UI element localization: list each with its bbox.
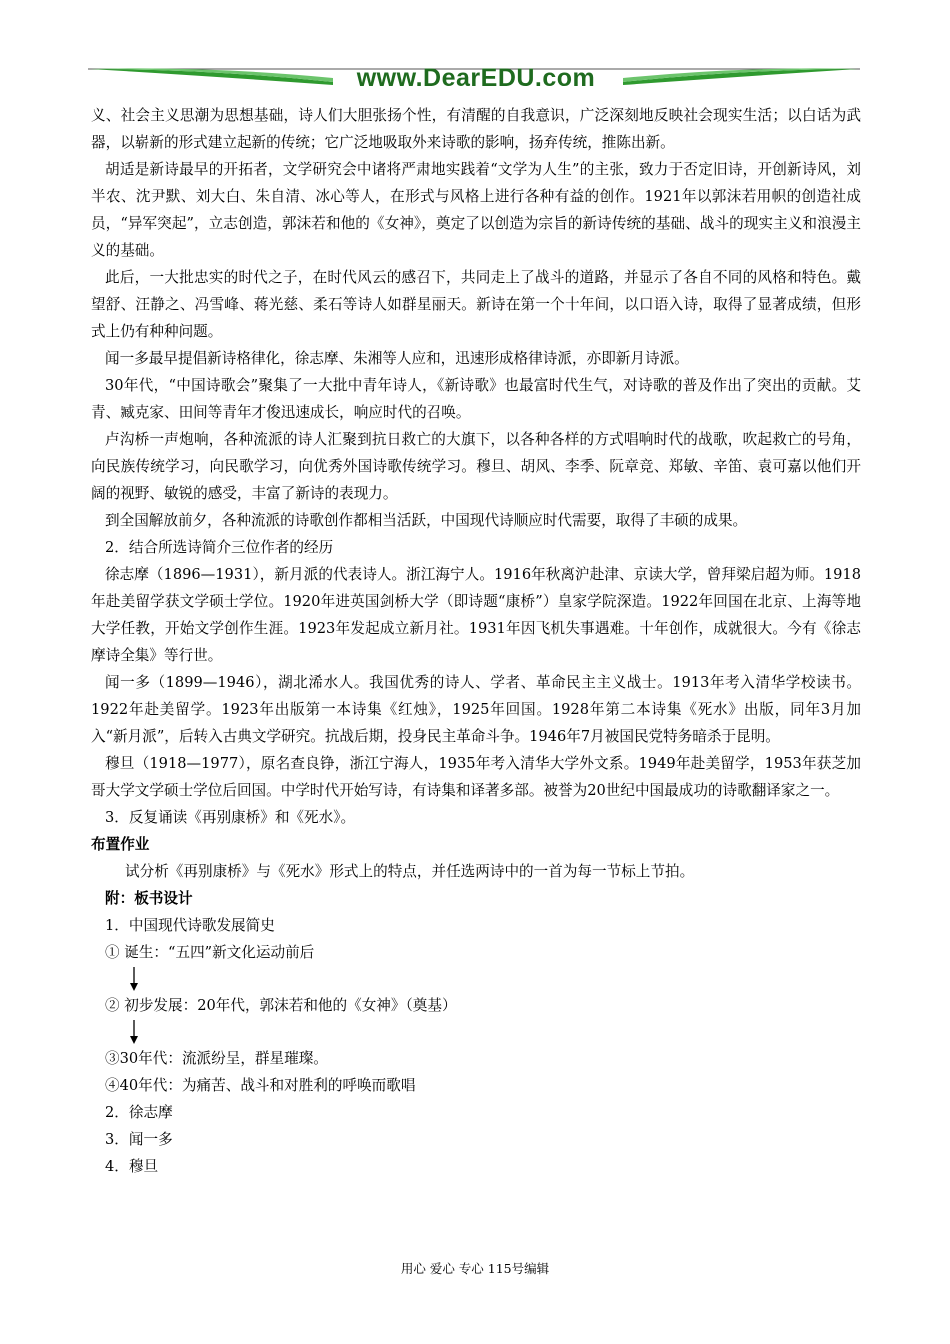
homework-text: 试分析《再别康桥》与《死水》形式上的特点，并任选两诗中的一首为每一节标上节拍。 [125,863,695,880]
document-body [91,102,861,1180]
homework-heading: 布置作业 [91,836,150,853]
page-footer: 用心 爱心 专心 115号编辑 [400,1261,550,1276]
down-arrow-icon [91,966,861,992]
section-title: 2．结合所选诗简介三位作者的经历 [105,539,334,556]
board-item: 3．闻一多 [105,1131,173,1148]
board-item: 4．穆旦 [105,1158,159,1175]
board-step: ① 诞生：“五四”新文化运动前后 [105,944,315,961]
paragraph: 徐志摩（1896—1931），新月派的代表诗人。浙江海宁人。1916年秋离沪赴津、京读大学，曾拜梁启超为师。1918年赴美留学获文学硕士学位。1920年进英国剑桥大学（即诗题“康桥”）皇家学院深造。1922年回国在北京、上海等地大学任教，开始文学创作生涯。1923年发起成立新月社。1931年因飞机失事遇难。十年创作，成就很大。今有《徐志摩诗全集》等行世。 [91,566,861,664]
paragraph: 30年代，“中国诗歌会”聚集了一大批中青年诗人，《新诗歌》也最富时代生气，对诗歌的普及作出了突出的贡献。艾青、臧克家、田间等青年才俊迅速成长，响应时代的召唤。 [91,377,861,421]
board-step: ② 初步发展：20年代，郭沫若和他的《女神》（奠基） [105,997,457,1014]
paragraph: 此后，一大批忠实的时代之子，在时代风云的感召下，共同走上了战斗的道路，并显示了各自不同的风格和特色。戴望舒、汪静之、冯雪峰、蒋光慈、柔石等诗人如群星丽天。新诗在第一个十年间，以口语入诗，取得了显著成绩，但形式上仍有种种问题。 [91,269,861,340]
board-step: ③30年代：流派纷呈，群星璀璨。 [105,1050,328,1067]
paragraph: 胡适是新诗最早的开拓者，文学研究会中诸将严肃地实践着“文学为人生”的主张，致力于否定旧诗，开创新诗风，刘半农、沈尹默、刘大白、朱自清、冰心等人，在形式与风格上进行各种有益的创作。1921年以郭沫若用帜的创造社成员，“异军突起”，立志创造，郭沫若和他的《女神》，奠定了以创造为宗旨的新诗传统的基础、战斗的现实主义和浪漫主义的基础。 [91,161,861,259]
paragraph: 义、社会主义思潮为思想基础，诗人们大胆张扬个性，有清醒的自我意识，广泛深刻地反映社会现实生活；以白话为武器，以崭新的形式建立起新的传统；它广泛地吸取外来诗歌的影响，扬弃传统，推陈出新。 [91,107,861,151]
board-design-heading: 附：板书设计 [105,890,193,907]
paragraph: 闻一多最早提倡新诗格律化，徐志摩、朱湘等人应和，迅速形成格律诗派，亦即新月诗派。 [105,350,689,367]
paragraph: 到全国解放前夕，各种流派的诗歌创作都相当活跃，中国现代诗顺应时代需要，取得了丰硕的成果。 [105,512,748,529]
board-step: ④40年代：为痛苦、战斗和对胜利的呼唤而歌唱 [105,1077,416,1094]
board-item: 2．徐志摩 [105,1104,173,1121]
down-arrow-icon [91,1019,861,1045]
paragraph: 闻一多（1899—1946），湖北浠水人。我国优秀的诗人、学者、革命民主主义战士。1913年考入清华学校读书。1922年赴美留学。1923年出版第一本诗集《红烛》，1925年回国。1928年第二本诗集《死水》出版，同年3月加入“新月派”，后转入古典文学研究。抗战后期，投身民主革命斗争。1946年7月被国民党特务暗杀于昆明。 [91,674,861,745]
site-logo: www.DearEDU.com [356,64,596,92]
section-title: 3．反复诵读《再别康桥》和《死水》。 [105,809,356,826]
board-item: 1．中国现代诗歌发展简史 [105,917,275,934]
paragraph: 卢沟桥一声炮响，各种流派的诗人汇聚到抗日救亡的大旗下，以各种各样的方式唱响时代的战歌，吹起救亡的号角，向民族传统学习，向民歌学习，向优秀外国诗歌传统学习。穆旦、胡风、李季、阮章竞、郑敏、辛笛、袁可嘉以他们开阔的视野、敏锐的感受，丰富了新诗的表现力。 [91,431,861,502]
paragraph: 穆旦（1918—1977），原名查良铮，浙江宁海人，1935年考入清华大学外文系。1949年赴美留学，1953年获芝加哥大学文学硕士学位后回国。中学时代开始写诗，有诗集和译著多部。被誉为20世纪中国最成功的诗歌翻译家之一。 [91,755,861,799]
page-header [88,60,860,94]
